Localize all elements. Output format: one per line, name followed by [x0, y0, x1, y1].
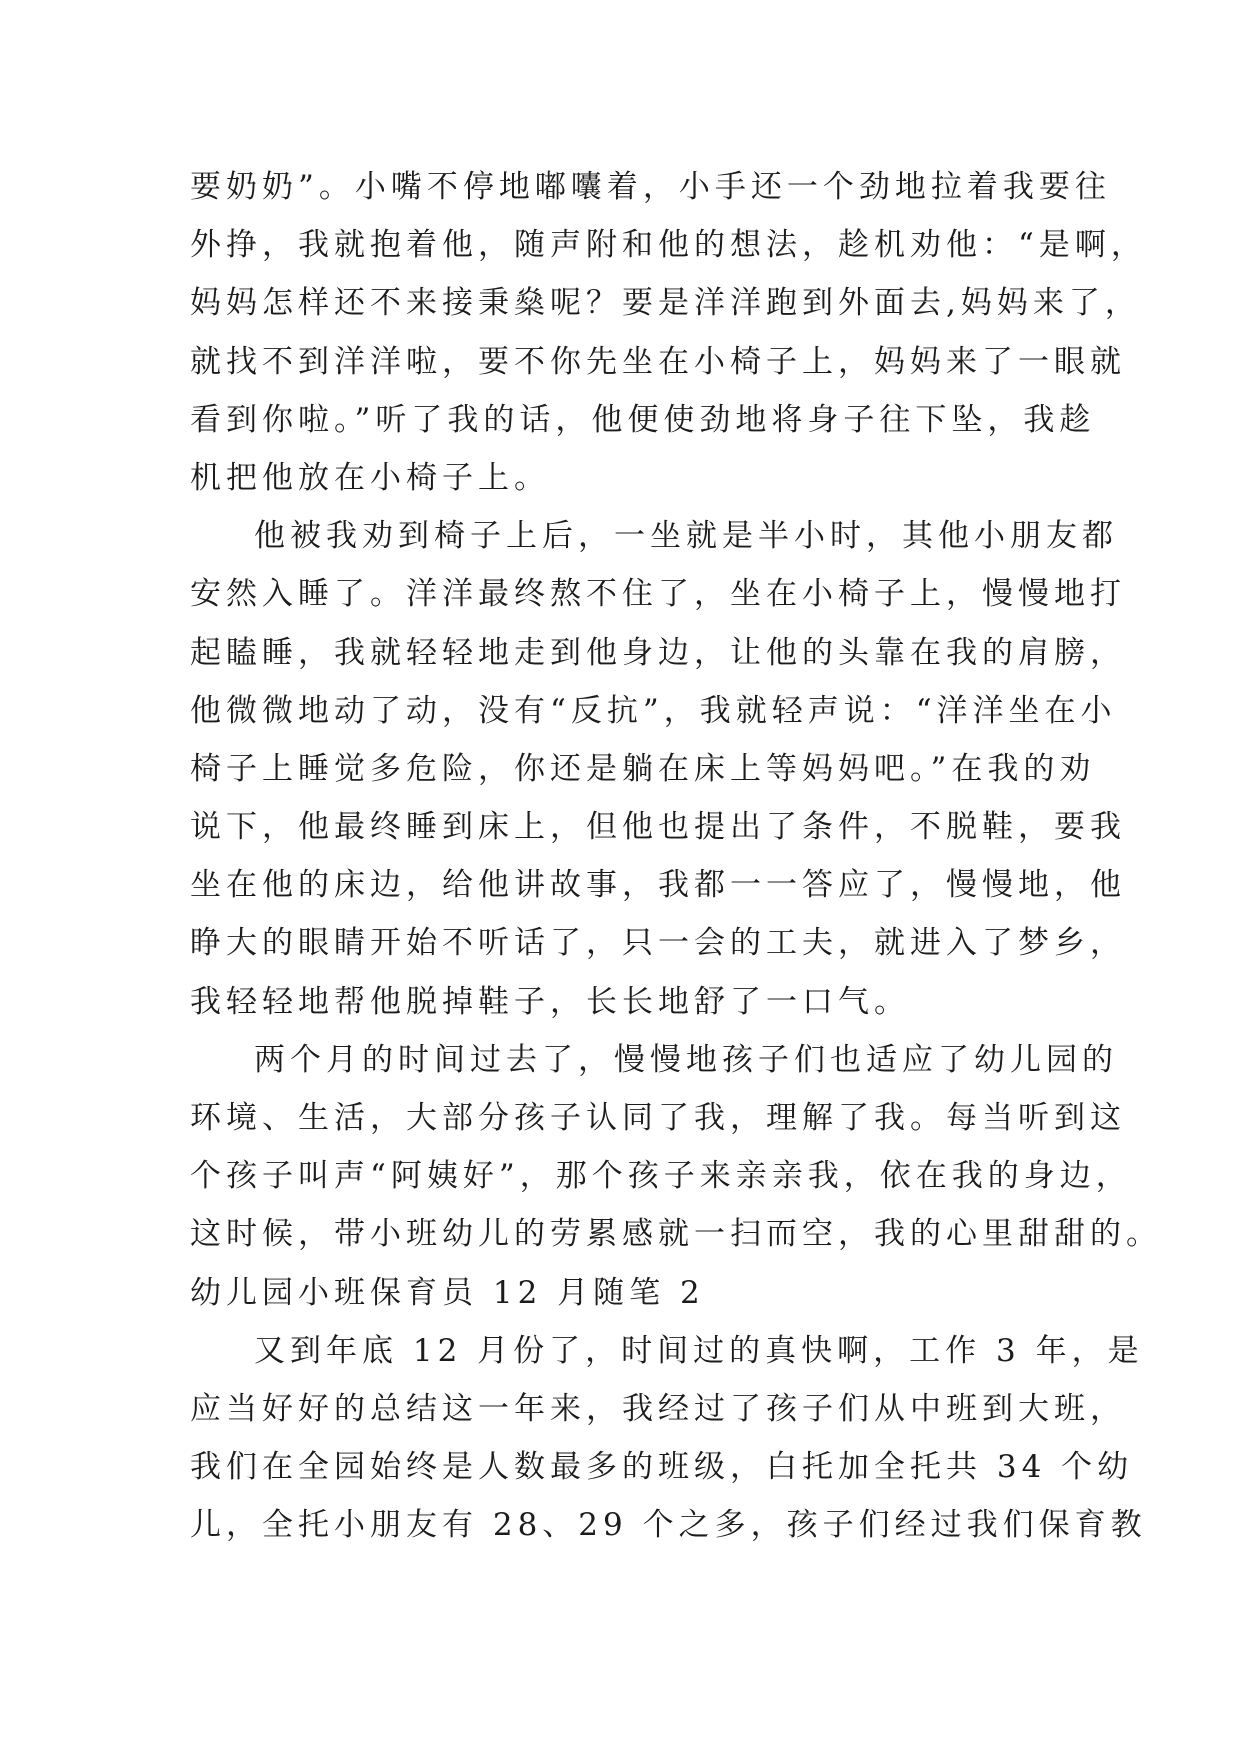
- text-line: 应当好好的总结这一年来，我经过了孩子们从中班到大班，: [190, 1390, 1126, 1427]
- paragraph-first-line: 他被我劝到椅子上后，一坐就是半小时，其他小朋友都: [254, 518, 1118, 555]
- text-line: 就找不到洋洋啦，要不你先坐在小椅子上，妈妈来了一眼就: [190, 343, 1126, 380]
- text-line: 我们在全园始终是人数最多的班级，白托加全托共 34 个幼: [190, 1449, 1134, 1486]
- text-line: 睁大的眼睛开始不听话了，只一会的工夫，就进入了梦乡，: [190, 925, 1126, 962]
- text-line: 儿，全托小朋友有 28、29 个之多，孩子们经过我们保育教: [190, 1507, 1147, 1544]
- text-line: 椅子上睡觉多危险，你还是躺在床上等妈妈吧。”在我的劝: [190, 750, 1096, 787]
- text-line: 安然入睡了。洋洋最终熬不住了，坐在小椅子上，慢慢地打: [190, 576, 1126, 613]
- text-line: 要奶奶”。小嘴不停地嘟囔着，小手还一个劲地拉着我要往: [190, 169, 1111, 205]
- text-line: 环境、生活，大部分孩子认同了我，理解了我。每当听到这: [190, 1100, 1126, 1136]
- paragraph-first-line: 两个月的时间过去了，慢慢地孩子们也适应了幼儿园的: [254, 1041, 1118, 1078]
- text-line: 起瞌睡，我就轻轻地走到他身边，让他的头靠在我的肩膀，: [190, 634, 1126, 671]
- text-line: 看到你啦。”听了我的话，他便使劲地将身子往下坠，我趁: [190, 401, 1096, 438]
- text-line: 坐在他的床边，给他讲故事，我都一一答应了，慢慢地，他: [190, 867, 1126, 904]
- text-line: 这时候，带小班幼儿的劳累感就一扫而空，我的心里甜甜的。: [190, 1216, 1162, 1253]
- text-line: 说下，他最终睡到床上，但他也提出了条件，不脱鞋，要我: [190, 809, 1126, 846]
- text-line: 个孩子叫声“阿姨好”，那个孩子来亲亲我，依在我的身边，: [190, 1158, 1132, 1195]
- text-line: 妈妈怎样还不来接秉燊呢？要是洋洋跑到外面去,妈妈来了，: [190, 285, 1141, 322]
- text-line: 他微微地动了动，没有“反抗”，我就轻声说：“洋洋坐在小: [190, 692, 1117, 729]
- section-heading: 幼儿园小班保育员 12 月随笔 2: [190, 1274, 705, 1311]
- text-line: 机把他放在小椅子上。: [190, 459, 550, 496]
- body-text: [190, 158, 1162, 1555]
- text-line: 外挣，我就抱着他，随声附和他的想法，趁机劝他：“是啊，: [190, 227, 1147, 264]
- text-line: 我轻轻地帮他脱掉鞋子，长长地舒了一口气。: [190, 983, 910, 1020]
- paragraph-first-line: 又到年底 12 月份了，时间过的真快啊，工作 3 年，是: [254, 1332, 1144, 1369]
